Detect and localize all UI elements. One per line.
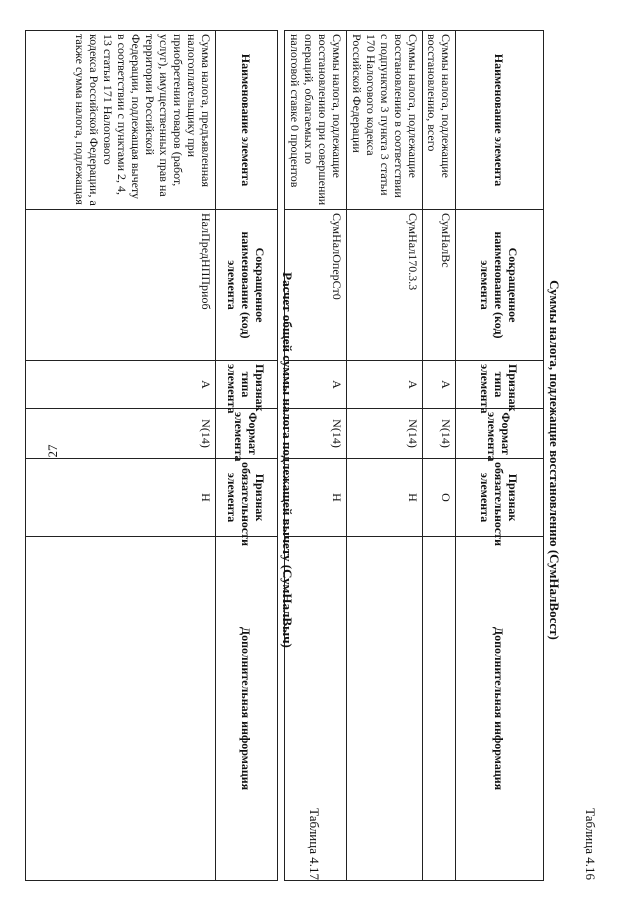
cell-additional <box>423 537 456 881</box>
cell-code: СумНал170.3.3 <box>347 210 423 361</box>
table-row <box>423 31 456 881</box>
cell-type: А <box>285 361 347 409</box>
table-4-17 <box>25 30 278 881</box>
table-title-4-17: Расчет общей суммы налога подлежащей вычету (СумНалВыч) <box>280 272 295 648</box>
table-number-4-17: Таблица 4.17 <box>307 808 322 880</box>
cell-code: СумНалВс <box>423 210 456 361</box>
header-additional-info: Дополнительная информация <box>456 537 544 881</box>
table-4-16 <box>284 30 544 881</box>
cell-code: НалПредНППриоб <box>26 210 216 361</box>
header-short-code: Сокращенное наименование (код) элемента <box>216 210 278 361</box>
header-mandatory: Признак обязательности элемента <box>456 459 544 537</box>
header-element-name: Наименование элемента <box>216 31 278 210</box>
cell-format: N(14) <box>423 409 456 459</box>
header-type: Признак типа элемента <box>456 361 544 409</box>
cell-type: А <box>26 361 216 409</box>
table-row <box>26 31 216 881</box>
cell-name: Суммы налога, подлежащие восстановлению при совершении операций, облагаемых по налоговой ставке 0 процентов <box>285 31 347 210</box>
cell-format: N(14) <box>285 409 347 459</box>
cell-mandatory: Н <box>347 459 423 537</box>
table-header-row <box>216 31 278 881</box>
cell-additional <box>26 537 216 881</box>
cell-mandatory: Н <box>26 459 216 537</box>
cell-mandatory: Н <box>285 459 347 537</box>
cell-format: N(14) <box>347 409 423 459</box>
cell-additional <box>347 537 423 881</box>
cell-format: N(14) <box>26 409 216 459</box>
cell-code: СумНалОперСт0 <box>285 210 347 361</box>
cell-type: А <box>423 361 456 409</box>
page-number: 27 <box>45 444 60 458</box>
header-element-name: Наименование элемента <box>456 31 544 210</box>
cell-name: Сумма налога, предъявленная налогоплательщику при приобретении товаров (работ, услуг), имущественных прав на территории Российской Федерации, подлежащая вычету в соответствии с пунктами 2, 4, 13 статьи 171 Налогового кодекса Российской Федерации, а также сумма налога, подлежащая <box>26 31 216 210</box>
table-row <box>347 31 423 881</box>
header-type: Признак типа элемента <box>216 361 278 409</box>
cell-name: Суммы налога, подлежащие восстановлению, всего <box>423 31 456 210</box>
table-number-4-16: Таблица 4.16 <box>583 808 598 880</box>
cell-name: Суммы налога, подлежащие восстановлению в соответствии с подпунктом 3 пункта 3 статьи 170 Налогового кодекса Российской Федерации <box>347 31 423 210</box>
header-format: Формат элемента <box>216 409 278 459</box>
header-short-code: Сокращенное наименование (код) элемента <box>456 210 544 361</box>
table-header-row <box>456 31 544 881</box>
cell-mandatory: О <box>423 459 456 537</box>
table-title-4-16: Суммы налога, подлежащие восстановлению (СумНалВосст) <box>547 280 562 640</box>
header-format: Формат элемента <box>456 409 544 459</box>
header-additional-info: Дополнительная информация <box>216 537 278 881</box>
cell-type: А <box>347 361 423 409</box>
header-mandatory: Признак обязательности элемента <box>216 459 278 537</box>
